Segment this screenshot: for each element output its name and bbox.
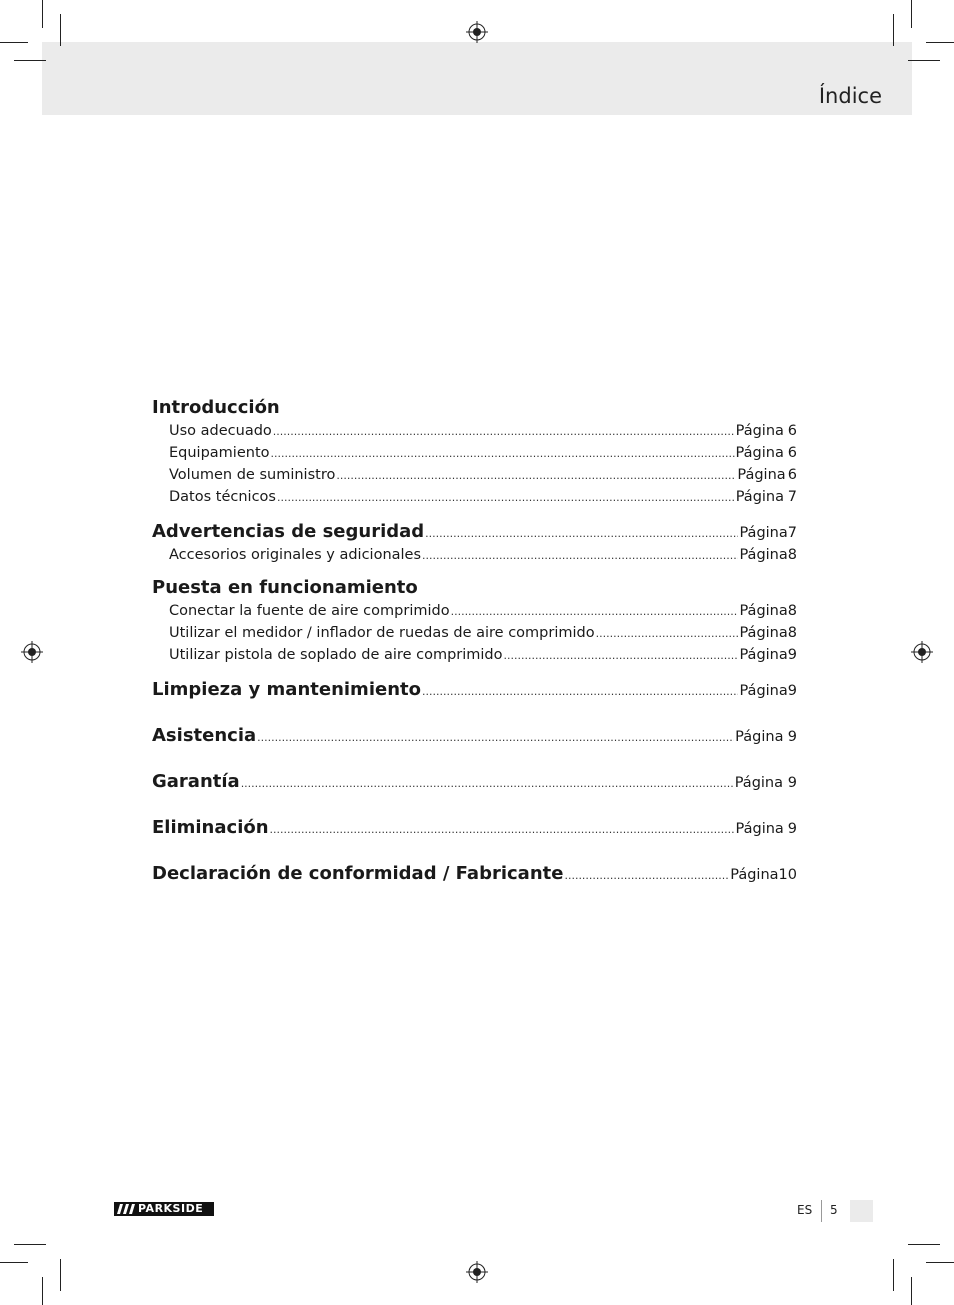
toc-section-title: Introducción xyxy=(152,397,280,418)
toc-entry-label: Uso adecuado xyxy=(169,423,272,439)
crop-mark xyxy=(926,1262,954,1263)
toc-page-word: Página xyxy=(739,683,788,699)
toc-page-number: 6 xyxy=(787,423,797,439)
toc-entry[interactable] xyxy=(152,442,797,464)
crop-mark xyxy=(911,0,912,28)
brand-logo xyxy=(114,1202,214,1216)
toc-page-number: 8 xyxy=(787,625,797,641)
toc-page-word: Página xyxy=(735,821,784,837)
toc-page-number: 6 xyxy=(787,467,797,483)
crop-mark xyxy=(911,1277,912,1305)
footer-divider xyxy=(821,1200,822,1222)
toc-page-word: Página xyxy=(734,775,784,791)
toc-page-number: 9 xyxy=(787,821,797,837)
toc-leader xyxy=(241,766,734,802)
toc-leader xyxy=(277,487,735,509)
toc-page-word: Página xyxy=(735,423,784,439)
toc-leader xyxy=(257,720,734,756)
toc-entry-label: Utilizar el medidor / inflador de ruedas de aire comprimido xyxy=(169,625,595,641)
crop-mark xyxy=(893,1259,894,1291)
crop-mark xyxy=(14,1244,46,1245)
toc-entry[interactable] xyxy=(152,644,797,666)
toc-entry-label: Utilizar pistola de soplado de aire comprimido xyxy=(169,647,503,663)
toc-page-number: 8 xyxy=(787,547,797,563)
toc-main-entry[interactable] xyxy=(152,718,797,754)
toc-main-entry[interactable] xyxy=(152,810,797,846)
toc-main-entry[interactable] xyxy=(152,672,797,708)
brand-name: PARKSIDE xyxy=(138,1202,204,1215)
toc-section-title: Garantía xyxy=(152,771,240,792)
toc-page-number: 9 xyxy=(787,775,797,791)
footer-tab xyxy=(850,1200,873,1222)
table-of-contents xyxy=(152,396,797,892)
toc-leader xyxy=(336,465,736,487)
toc-leader xyxy=(273,421,735,443)
registration-mark-icon xyxy=(911,641,933,663)
toc-page-word: Página xyxy=(735,445,784,461)
toc-section-title: Puesta en funcionamiento xyxy=(152,577,418,598)
toc-page-word: Página xyxy=(739,603,788,619)
toc-page-word: Página xyxy=(739,547,788,563)
toc-section-title: Eliminación xyxy=(152,817,269,838)
crop-mark xyxy=(893,14,894,46)
crop-mark xyxy=(42,1277,43,1305)
toc-section-title: Advertencias de seguridad xyxy=(152,521,425,542)
toc-page-word: Página xyxy=(730,867,779,883)
toc-leader xyxy=(271,443,735,465)
crop-mark xyxy=(908,1244,940,1245)
toc-page-word: Página xyxy=(735,489,785,505)
header-band xyxy=(42,42,912,115)
toc-section xyxy=(152,396,797,508)
toc-page-word: Página xyxy=(735,729,784,745)
toc-page-number: 7 xyxy=(787,489,797,505)
stripes-icon xyxy=(117,1202,137,1216)
registration-mark-icon xyxy=(21,641,43,663)
toc-leader xyxy=(504,645,739,667)
crop-mark xyxy=(0,1262,28,1263)
toc-leader xyxy=(564,858,729,894)
toc-page-number: 10 xyxy=(778,867,797,883)
crop-mark xyxy=(60,14,61,46)
page-number: 5 xyxy=(830,1203,838,1217)
toc-main-entry[interactable] xyxy=(152,856,797,892)
toc-section-title: Declaración de conformidad / Fabricante xyxy=(152,863,564,884)
toc-section xyxy=(152,576,797,666)
language-code: ES xyxy=(797,1203,813,1217)
toc-entry-label: Conectar la fuente de aire comprimido xyxy=(169,603,450,619)
crop-mark xyxy=(908,60,940,61)
crop-mark xyxy=(60,1259,61,1291)
toc-leader xyxy=(270,812,735,848)
page-title: Índice xyxy=(818,84,882,108)
toc-page-word: Página xyxy=(739,625,788,641)
toc-page-word: Página xyxy=(739,647,788,663)
toc-section xyxy=(152,514,797,566)
crop-mark xyxy=(926,42,954,43)
crop-mark xyxy=(14,60,46,61)
toc-entry-label: Accesorios originales y adicionales xyxy=(169,547,422,563)
toc-entry-label: Volumen de suministro xyxy=(169,467,336,483)
toc-entry[interactable] xyxy=(152,600,797,622)
toc-page-word: Página xyxy=(737,467,786,483)
toc-page-number: 9 xyxy=(787,683,797,699)
toc-leader xyxy=(422,545,738,567)
toc-entry[interactable] xyxy=(152,420,797,442)
toc-page-number: 6 xyxy=(787,445,797,461)
toc-page-number: 9 xyxy=(787,647,797,663)
registration-mark-icon xyxy=(466,21,488,43)
toc-page-word: Página xyxy=(739,525,788,541)
toc-entry[interactable] xyxy=(152,622,797,644)
toc-entry-label: Datos técnicos xyxy=(169,489,276,505)
crop-mark xyxy=(42,0,43,28)
toc-page-number: 7 xyxy=(787,525,797,541)
toc-section-title: Limpieza y mantenimiento xyxy=(152,679,421,700)
toc-leader xyxy=(596,623,739,645)
toc-entry-label: Equipamiento xyxy=(169,445,270,461)
toc-entry[interactable] xyxy=(152,464,797,486)
toc-entry[interactable] xyxy=(152,486,797,508)
toc-leader xyxy=(422,674,738,710)
toc-leader xyxy=(451,601,739,623)
registration-mark-icon xyxy=(466,1261,488,1283)
toc-page-number: 9 xyxy=(787,729,797,745)
toc-main-entry[interactable] xyxy=(152,764,797,800)
crop-mark xyxy=(0,42,28,43)
toc-page-number: 8 xyxy=(787,603,797,619)
toc-section-title: Asistencia xyxy=(152,725,257,746)
toc-entry[interactable] xyxy=(152,544,797,566)
